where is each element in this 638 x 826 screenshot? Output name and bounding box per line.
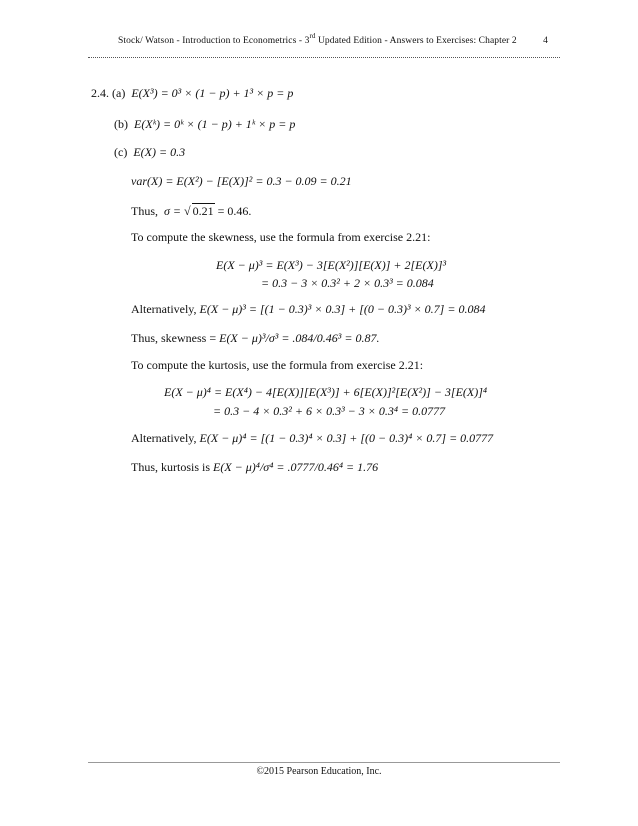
part-c-label: (c) bbox=[114, 145, 128, 159]
kurtosis-formula-line2: = 0.3 − 4 × 0.3² + 6 × 0.3³ − 3 × 0.3⁴ = 0.0777 bbox=[213, 404, 446, 418]
part-b bbox=[114, 117, 295, 132]
kurtosis-alternative bbox=[131, 431, 493, 446]
kurtosis-alt-equation: E(X − μ)⁴ = [(1 − 0.3)⁴ × 0.3] + [(0 − 0.3)⁴ × 0.7] = 0.0777 bbox=[199, 431, 494, 445]
skewness-alt-equation: E(X − μ)³ = [(1 − 0.3)³ × 0.3] + [(0 − 0.3)³ × 0.7] = 0.084 bbox=[199, 302, 486, 316]
kurtosis-result-label: Thus, kurtosis is bbox=[131, 460, 211, 474]
sigma-lhs: σ = bbox=[164, 204, 185, 218]
sigma-label: Thus, bbox=[131, 204, 158, 218]
part-b-equation: E(Xᵏ) = 0ᵏ × (1 − p) + 1ᵏ × p = p bbox=[134, 117, 296, 131]
part-b-label: (b) bbox=[114, 117, 128, 131]
kurtosis-result-equation: E(X − μ)⁴/σ⁴ = .0777/0.46⁴ = 1.76 bbox=[213, 460, 379, 474]
skewness-alt-label: Alternatively, bbox=[131, 302, 197, 316]
kurtosis-intro: To compute the kurtosis, use the formula from exercise 2.21: bbox=[131, 358, 424, 372]
kurtosis-alt-label: Alternatively, bbox=[131, 431, 197, 445]
part-c bbox=[114, 145, 185, 160]
page-number: 4 bbox=[543, 36, 548, 46]
page-header bbox=[118, 32, 548, 46]
skewness-result-equation: E(X − μ)³/σ³ = .084/0.46³ = 0.87. bbox=[219, 331, 380, 345]
sigma-line: Thus, σ = √ 0.21 = 0.46. bbox=[131, 204, 252, 218]
part-c-equation: E(X) = 0.3 bbox=[133, 145, 186, 159]
kurtosis-result bbox=[131, 460, 378, 475]
part-a-label: 2.4. (a) bbox=[91, 86, 126, 100]
kurtosis-formula-line1: E(X − μ)⁴ = E(X⁴) − 4[E(X)][E(X³)] + 6[E(X)]²[E(X²)] − 3[E(X)]⁴ bbox=[164, 385, 488, 399]
skewness-alternative bbox=[131, 302, 485, 317]
skewness-formula-line2: = 0.3 − 3 × 0.3² + 2 × 0.3³ = 0.084 bbox=[261, 276, 434, 290]
header-title-part: Updated Edition - Answers to Exercises: Chapter 2 bbox=[315, 36, 517, 46]
variance-equation: var(X) = E(X²) − [E(X)]² = 0.3 − 0.09 = 0.21 bbox=[131, 174, 352, 188]
part-a-equation: E(X³) = 0³ × (1 − p) + 1³ × p = p bbox=[131, 86, 294, 100]
copyright-footer: ©2015 Pearson Education, Inc. bbox=[256, 766, 382, 777]
sigma-sqrt-value: 0.21 bbox=[192, 204, 214, 218]
skewness-result-label: Thus, skewness = bbox=[131, 331, 217, 345]
skewness-result bbox=[131, 331, 379, 346]
part-a bbox=[91, 86, 293, 101]
skewness-formula-line1: E(X − μ)³ = E(X³) − 3[E(X²)][E(X)] + 2[E(X)]³ bbox=[216, 258, 447, 272]
header-divider bbox=[88, 57, 560, 58]
sigma-rhs: = 0.46. bbox=[214, 204, 252, 218]
skewness-intro: To compute the skewness, use the formula from exercise 2.21: bbox=[131, 230, 431, 244]
header-title bbox=[118, 32, 517, 46]
footer-divider bbox=[88, 762, 560, 763]
header-title-superscript: rd bbox=[309, 32, 316, 40]
header-title-part: Stock/ Watson - Introduction to Econometrics - 3 bbox=[118, 36, 310, 46]
